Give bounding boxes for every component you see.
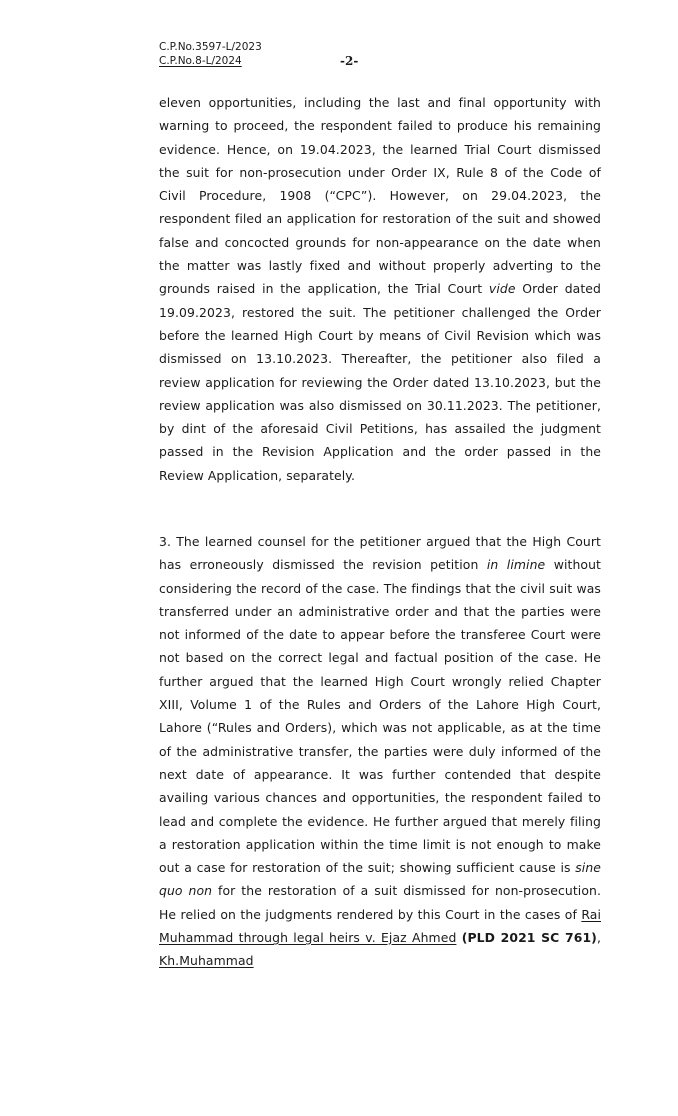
paragraph-text: eleven opportunities, including the last and final opportunity with warning to proceed, the respondent failed to produce his remaining evidence. Hence, on 19.04.2023, the learned Trial Court dismissed the suit for non-prosecution under Order IX, Rule 8 of the Code of Civil Procedure, 1908 (“CPC”). However, on 29.04.2023, the respondent filed an application for restoration of the suit and showed false and concocted grounds for non-appearance on the date when the matter was lastly fixed and without properly adverting to the grounds raised in the application, the Trial Court: [159, 95, 601, 297]
italic-term: in limine: [486, 557, 546, 573]
case-citation-name: Kh.Muhammad: [159, 953, 254, 969]
case-number-header: [159, 40, 262, 68]
case-number-line-1: C.P.No.3597-L/2023: [159, 41, 262, 53]
italic-term: sine quo non: [159, 860, 601, 899]
paragraph-3: [159, 530, 601, 973]
paragraph-text: for the restoration of a suit dismissed for non-prosecution. He relied on the judgments rendered by this Court in the cases of: [159, 883, 601, 922]
page-number: -2-: [340, 54, 359, 68]
paragraph-continued: [159, 91, 601, 487]
paragraph-text: 3. The learned counsel for the petitioner argued that the High Court has erroneously dismissed the revision petition: [159, 534, 601, 573]
paragraph-text: ,: [596, 930, 601, 946]
case-citation-name: Rai Muhammad through legal heirs v. Ejaz Ahmed: [159, 906, 601, 946]
italic-term: vide: [488, 281, 516, 297]
paragraph-text: Order dated 19.09.2023, restored the suit. The petitioner challenged the Order before the learned High Court by means of Civil Revision which was dismissed on 13.10.2023. Thereafter, the petitioner also filed a review application for reviewing the Order dated 13.10.2023, but the review application was also dismissed on 30.11.2023. The petitioner, by dint of the aforesaid Civil Petitions, has assailed the judgment passed in the Revision Application and the order passed in the Review Application, separately.: [159, 281, 601, 483]
paragraph-text: without considering the record of the case. The findings that the civil suit was transferred under an administrative order and that the parties were not informed of the date to appear before the transferee Court were not based on the correct legal and factual position of the case. He further argued that the learned High Court wrongly relied Chapter XIII, Volume 1 of the Rules and Orders of the Lahore High Court, Lahore (“Rules and Orders), which was not applicable, as at the time of the administrative transfer, the parties were duly informed of the next date of appearance. It was further contended that despite availing various chances and opportunities, the respondent failed to lead and complete the evidence. He further argued that merely filing a restoration application within the time limit is not enough to make out a case for restoration of the suit; showing sufficient cause is: [159, 557, 601, 876]
case-citation-reference: (PLD 2021 SC 761): [461, 930, 597, 946]
case-number-line-2: C.P.No.8-L/2024: [159, 55, 242, 67]
